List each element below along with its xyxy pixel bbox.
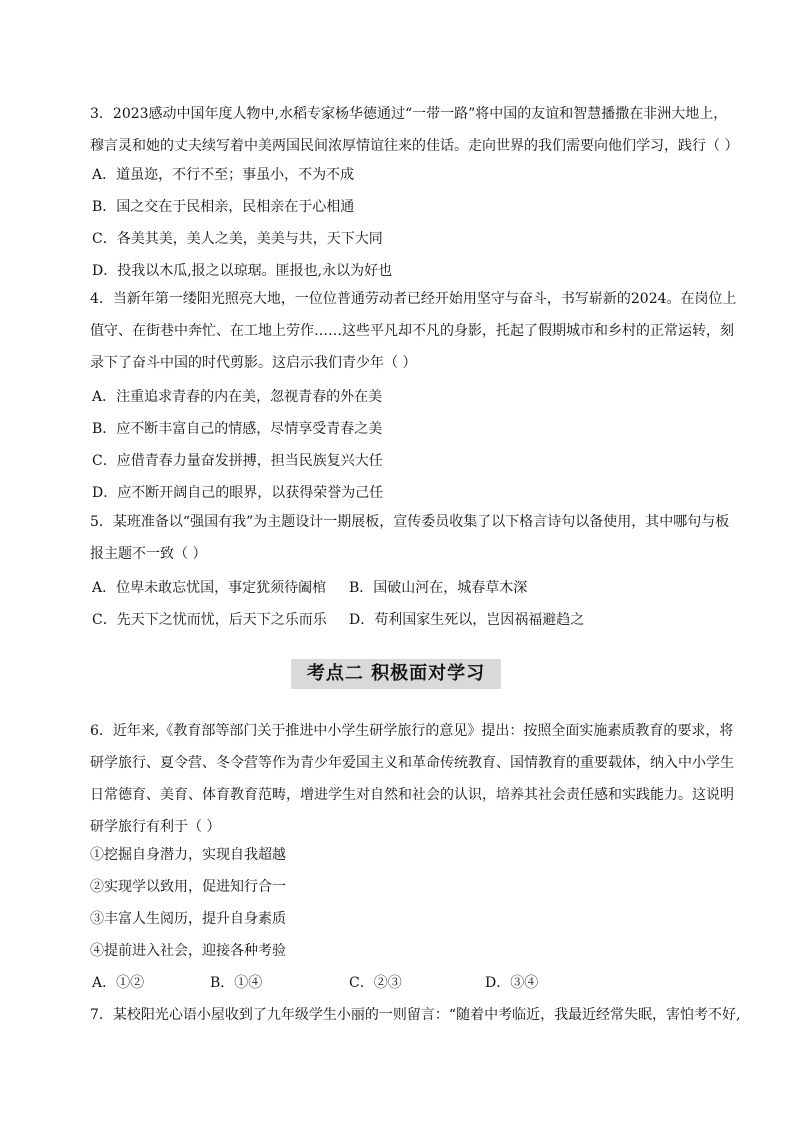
question-6-option-a: A．①②: [92, 975, 145, 991]
question-3-stem: 3．2023感动中国年度人物中,水稻专家杨华德通过“一带一路”将中国的友谊和智慧播撒在非洲大地上，穆言灵和她的丈夫续写着中美两国民间浓厚情谊往来的佳话。走向世界的我们需要向他们学习，践行（ ）: [90, 106, 739, 154]
question-3-option-c: C．各美其美，美人之美，美美与共，天下大同: [92, 231, 383, 247]
question-5-option-b: B．国破山河在，城春草木深: [349, 580, 528, 596]
question-7-stem: 7．某校阳光心语小屋收到了九年级学生小丽的一则留言：“随着中考临近，我最近经常失眠，害怕考不好,: [90, 1007, 741, 1023]
question-6-option-d: D．③④: [485, 975, 539, 991]
question-4-option-c: C．应借青春力量奋发拼搏，担当民族复兴大任: [92, 453, 383, 469]
question-3-option-d: D．投我以木瓜,报之以琼琚。匪报也,永以为好也: [92, 263, 393, 279]
question-5-option-c: C．先天下之忧而忧，后天下之乐而乐: [92, 612, 327, 628]
question-5-stem: 5．某班准备以“强国有我”为主题设计一期展板，宣传委员收集了以下格言诗句以备使用，其中哪句与板报主题不一致（ ）: [90, 514, 730, 562]
question-4-option-b: B．应不断丰富自己的情感，尽情享受青春之美: [92, 421, 383, 437]
question-5-option-d: D．苟利国家生死以，岂因祸福避趋之: [349, 612, 585, 628]
question-6-statement-2: ②实现学以致用，促进知行合一: [90, 879, 286, 895]
question-6-statement-1: ①挖掘自身潜力，实现自我超越: [90, 847, 286, 863]
question-4-option-a: A．注重追求青春的内在美，忽视青春的外在美: [92, 389, 383, 405]
question-6-statement-3: ③丰富人生阅历，提升自身素质: [90, 911, 286, 927]
section-heading: 考点二 积极面对学习: [291, 659, 501, 689]
question-6-statement-4: ④提前进入社会，迎接各种考验: [90, 943, 286, 959]
question-4-stem: 4．当新年第一缕阳光照亮大地，一位位普通劳动者已经开始用坚守与奋斗，书写崭新的2024。在岗位上值守、在街巷中奔忙、在工地上劳作……这些平凡却不凡的身影，托起了假期城市和乡村的正常运转，刻录下了奋斗中国的时代剪影。这启示我们青少年（ ）: [90, 291, 737, 371]
question-4-option-d: D．应不断开阔自己的眼界，以获得荣誉为己任: [92, 485, 384, 501]
question-5-option-a: A．位卑未敢忘忧国，事定犹须待阖棺: [92, 580, 327, 596]
question-6-option-c: C．②③: [349, 975, 402, 991]
question-6-stem: 6．近年来,《教育部等部门关于推进中小学生研学旅行的意见》提出：按照全面实施素质教育的要求，将研学旅行、夏令营、冬令营等作为青少年爱国主义和革命传统教育、国情教育的重要载体，纳入中小学生日常德育、美育、体育教育范畴，增进学生对自然和社会的认识，培养其社会责任感和实践能力。这说明研学旅行有利于（ ）: [90, 723, 734, 835]
question-3-option-a: A．道虽迩，不行不至；事虽小，不为不成: [92, 167, 355, 183]
question-3-option-b: B．国之交在于民相亲，民相亲在于心相通: [92, 199, 355, 215]
question-6-option-b: B．①④: [210, 975, 263, 991]
